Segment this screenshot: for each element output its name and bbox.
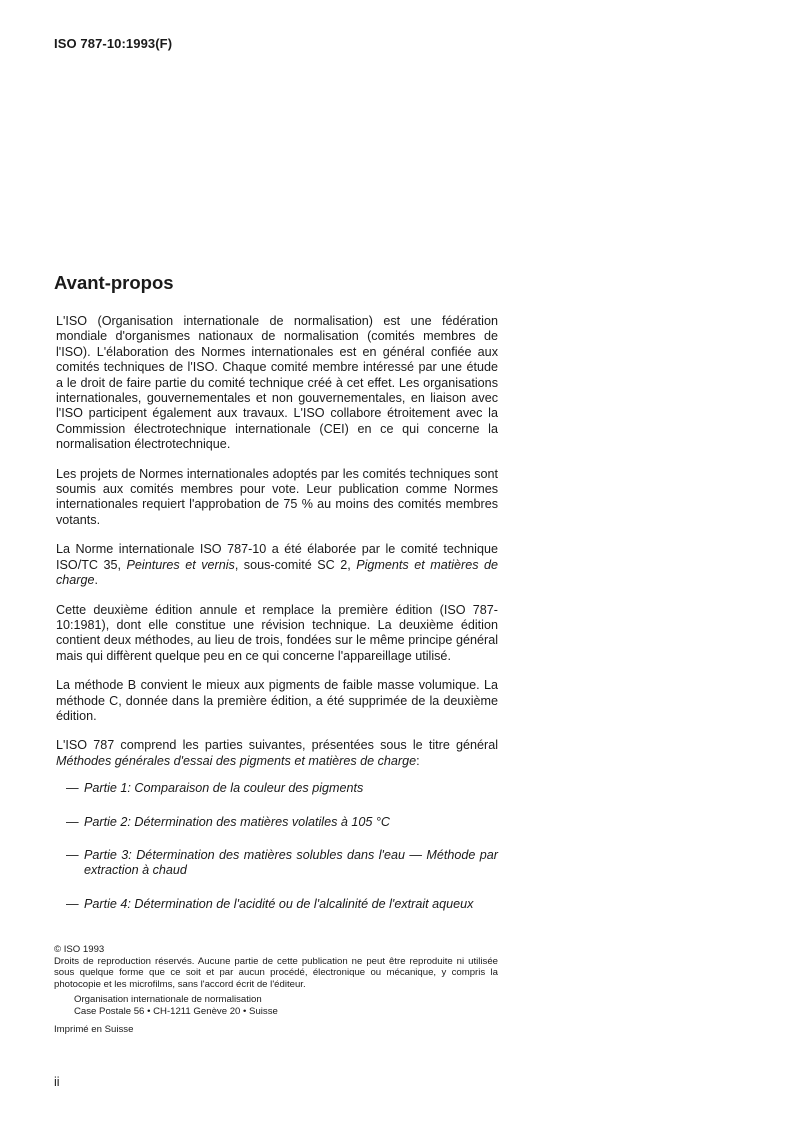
list-item bbox=[56, 781, 498, 796]
section-title: Avant-propos bbox=[54, 272, 174, 293]
list-dash: — bbox=[66, 814, 79, 829]
page-number: ii bbox=[54, 1075, 60, 1089]
committee-text-end: . bbox=[94, 573, 99, 588]
paragraph-methods: La méthode B convient le mieux aux pigments de faible masse volumique. La méthode C, donnée dans la première édition, a été supprimée de la deuxième édition. bbox=[56, 678, 498, 723]
parts-general-title: Méthodes générales d'essai des pigments et matières de charge bbox=[56, 753, 417, 768]
list-dash: — bbox=[66, 896, 79, 911]
copyright-block bbox=[54, 944, 498, 1035]
copyright-rights: Droits de reproduction réservés. Aucune partie de cette publication ne peut être reproduite ni utilisée sous quelque forme que ce soit et par aucun procédé, électronique ou mécanique, y compris la photocopie et les microfilms, sans l'accord écrit de l'éditeur. bbox=[54, 955, 498, 990]
publisher-postal: Case Postale 56 • CH-1211 Genève 20 • Suisse bbox=[74, 1005, 278, 1017]
parts-intro-colon: : bbox=[416, 753, 420, 768]
committee-text: La Norme internationale ISO 787-10 a été élaborée par le comité technique ISO/TC 35, bbox=[56, 542, 498, 572]
document-code-header: ISO 787-10:1993(F) bbox=[54, 36, 173, 51]
committee-sc-name: Pigments et matières de charge bbox=[56, 557, 498, 588]
publisher-address bbox=[54, 994, 498, 1017]
parts-intro-text: L'ISO 787 comprend les parties suivantes, présentées sous le titre général bbox=[56, 738, 498, 753]
printed-in: Imprimé en Suisse bbox=[54, 1023, 134, 1035]
list-item-text: Partie 3: Détermination des matières solubles dans l'eau — Méthode par extraction à chaud bbox=[84, 847, 498, 878]
paragraph-committee bbox=[56, 542, 498, 588]
paragraph-parts-intro bbox=[56, 738, 498, 769]
list-item bbox=[56, 815, 498, 830]
paragraph-voting: Les projets de Normes internationales adoptés par les comités techniques sont soumis aux comités membres pour vote. Leur publication comme Normes internationales requiert l'approbation de 75 % au moins des comités membres votants. bbox=[56, 466, 498, 527]
list-item-text: Partie 2: Détermination des matières volatiles à 105 °C bbox=[84, 814, 391, 829]
publisher-name: Organisation internationale de normalisation bbox=[74, 994, 262, 1006]
parts-list bbox=[56, 781, 498, 912]
list-item-text: Partie 4: Détermination de l'acidité ou de l'alcalinité de l'extrait aqueux bbox=[84, 896, 474, 911]
foreword-body bbox=[56, 314, 498, 930]
paragraph-edition: Cette deuxième édition annule et remplace la première édition (ISO 787-10:1981), dont elle constitue une révision technique. La deuxième édition contient deux méthodes, au lieu de trois, fondées sur le même principe général mais qui diffèrent quelque peu en ce qui concerne l'appareillage utilisé. bbox=[56, 602, 498, 663]
committee-tc-name: Peintures et vernis bbox=[126, 557, 235, 572]
list-dash: — bbox=[66, 781, 79, 796]
copyright-line: © ISO 1993 bbox=[54, 944, 105, 955]
committee-text-sc: , sous-comité SC 2, bbox=[234, 557, 357, 572]
list-item bbox=[56, 848, 498, 879]
list-dash: — bbox=[66, 847, 79, 862]
paragraph-iso-intro: L'ISO (Organisation internationale de normalisation) est une fédération mondiale d'organismes nationaux de normalisation (comités membres de l'ISO). L'élaboration des Normes internationales est en général confiée aux comités techniques de l'ISO. Chaque comité membre intéressé par une étude a le droit de faire partie du comité technique créé à cet effet. Les organisations internationales, gouvernementales et non gouvernementales, en liaison avec l'ISO participent également aux travaux. L'ISO collabore étroitement avec la Commission électrotechnique internationale (CEI) en ce qui concerne la normalisation électrotechnique. bbox=[56, 314, 498, 452]
list-item bbox=[56, 897, 498, 912]
list-item-text: Partie 1: Comparaison de la couleur des pigments bbox=[84, 781, 364, 796]
